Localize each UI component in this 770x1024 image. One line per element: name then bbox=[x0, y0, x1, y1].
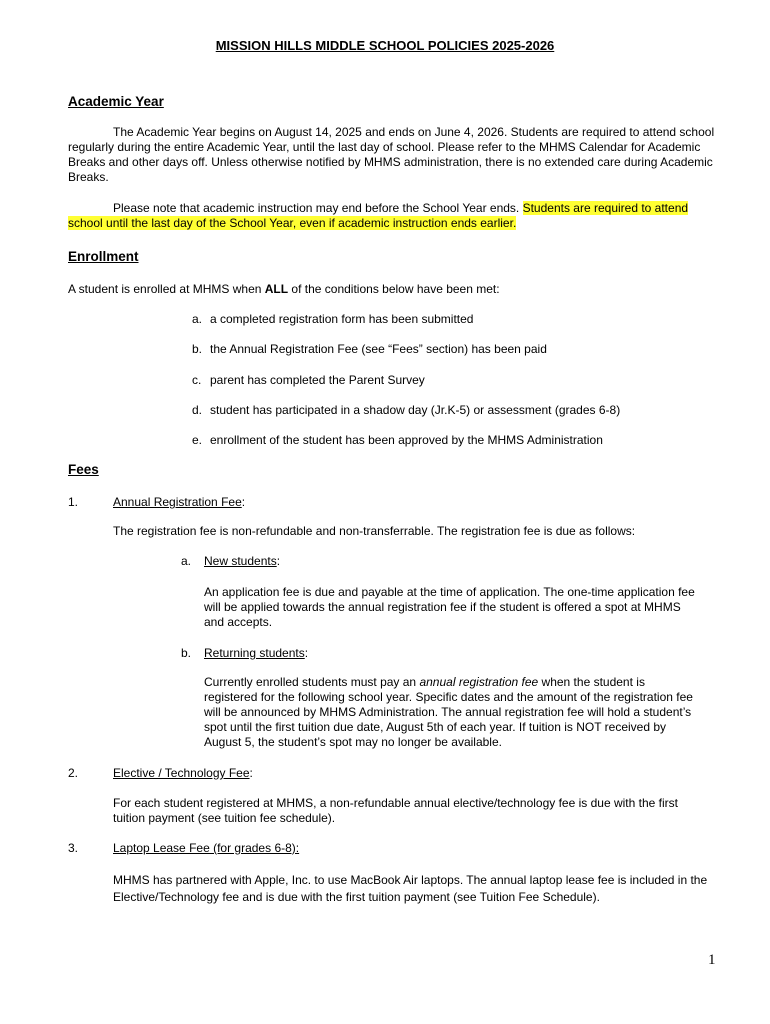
fee-1-title-colon: : bbox=[241, 495, 246, 509]
condition-label: c. bbox=[192, 373, 202, 387]
fee-1a-label: a. bbox=[181, 554, 192, 568]
condition-text: the Annual Registration Fee (see “Fees” section) has been paid bbox=[210, 342, 547, 356]
fee-2-title-text: Elective / Technology Fee bbox=[113, 766, 250, 780]
returning-students-title: Returning students bbox=[204, 646, 305, 660]
returning-text-end: when the student is registered for the following school year. Specific dates and the amount of the registration fee will be announced by MHMS Administration. The annual registration fee will hold a student’s spot until the first tuition due date, August 5th of each year. If tuition is NOT received by August 5, the student’s spot may no longer be available. bbox=[204, 675, 693, 749]
condition-text: a completed registration form has been submitted bbox=[210, 312, 474, 326]
new-students-title: New students bbox=[204, 554, 277, 568]
condition-e bbox=[192, 433, 603, 447]
condition-c bbox=[192, 373, 425, 387]
fee-1a-title bbox=[204, 554, 280, 568]
fee-3-description: MHMS has partnered with Apple, Inc. to use MacBook Air laptops. The annual laptop lease fee is included in the Elective/Technology fee and is due with the first tuition payment (see Tuition Fee Schedule). bbox=[113, 873, 708, 904]
new-students-colon: : bbox=[276, 554, 281, 568]
condition-text: parent has completed the Parent Survey bbox=[210, 373, 425, 387]
fee-1-number: 1. bbox=[68, 495, 79, 509]
fee-1b-label: b. bbox=[181, 646, 192, 660]
academic-year-heading: Academic Year bbox=[68, 94, 164, 109]
fee-2-title-colon: : bbox=[249, 766, 253, 780]
academic-year-paragraph-2 bbox=[68, 201, 718, 231]
fee-2-number: 2. bbox=[68, 766, 79, 780]
condition-d bbox=[192, 403, 620, 417]
returning-students-colon: : bbox=[304, 646, 309, 660]
returning-text-italic: annual registration fee bbox=[419, 675, 539, 689]
enrollment-intro bbox=[68, 282, 718, 297]
fee-2-description: For each student registered at MHMS, a non-refundable annual elective/technology fee is due with the first tuition payment (see tuition fee schedule). bbox=[113, 796, 678, 825]
new-students-text: An application fee is due and payable at the time of application. The one-time application fee will be applied towards the annual registration fee if the student is offered a spot at MHMS and accepts. bbox=[204, 585, 695, 629]
enrollment-intro-text-end: of the conditions below have been met: bbox=[288, 282, 500, 296]
condition-text: student has participated in a shadow day (Jr.K-5) or assessment (grades 6-8) bbox=[210, 403, 621, 417]
fee-1-title-text: Annual Registration Fee bbox=[113, 495, 242, 509]
fee-1-title bbox=[113, 495, 245, 509]
returning-text-start: Currently enrolled students must pay an bbox=[204, 675, 420, 689]
enrollment-intro-emphasis: ALL bbox=[264, 282, 289, 296]
fee-3-number: 3. bbox=[68, 841, 79, 855]
page-title: MISSION HILLS MIDDLE SCHOOL POLICIES 2025-2026 bbox=[215, 38, 555, 53]
condition-label: b. bbox=[192, 342, 203, 356]
condition-a bbox=[192, 312, 473, 326]
academic-year-paragraph-1: The Academic Year begins on August 14, 2025 and ends on June 4, 2026. Students are required to attend school regularly during the entire Academic Year, until the last day of school. Please refer to the MHMS Calendar for Academic Breaks and other days off. Unless otherwise notified by MHMS administration, there is no extended care during Academic Breaks. bbox=[68, 125, 715, 184]
condition-label: e. bbox=[192, 433, 203, 447]
fee-3-title: Laptop Lease Fee (for grades 6-8): bbox=[113, 841, 300, 855]
fees-heading: Fees bbox=[68, 462, 99, 477]
condition-label: a. bbox=[192, 312, 203, 326]
fee-2-title bbox=[113, 766, 253, 780]
returning-students-text bbox=[204, 675, 694, 750]
enrollment-intro-text: A student is enrolled at MHMS when bbox=[68, 282, 265, 296]
page-number: 1 bbox=[708, 952, 716, 968]
highlighted-requirement: Students are required to attend school until the last day of the School Year, even if academic instruction ends earlier. bbox=[68, 201, 689, 230]
academic-year-note: Please note that academic instruction may end before the School Year ends. bbox=[113, 201, 523, 215]
fee-1b-title bbox=[204, 646, 308, 660]
condition-b bbox=[192, 342, 547, 356]
enrollment-heading: Enrollment bbox=[68, 249, 139, 264]
fee-1-description: The registration fee is non-refundable and non-transferrable. The registration fee is due as follows: bbox=[113, 524, 636, 538]
condition-label: d. bbox=[192, 403, 203, 417]
condition-text: enrollment of the student has been approved by the MHMS Administration bbox=[210, 433, 603, 447]
